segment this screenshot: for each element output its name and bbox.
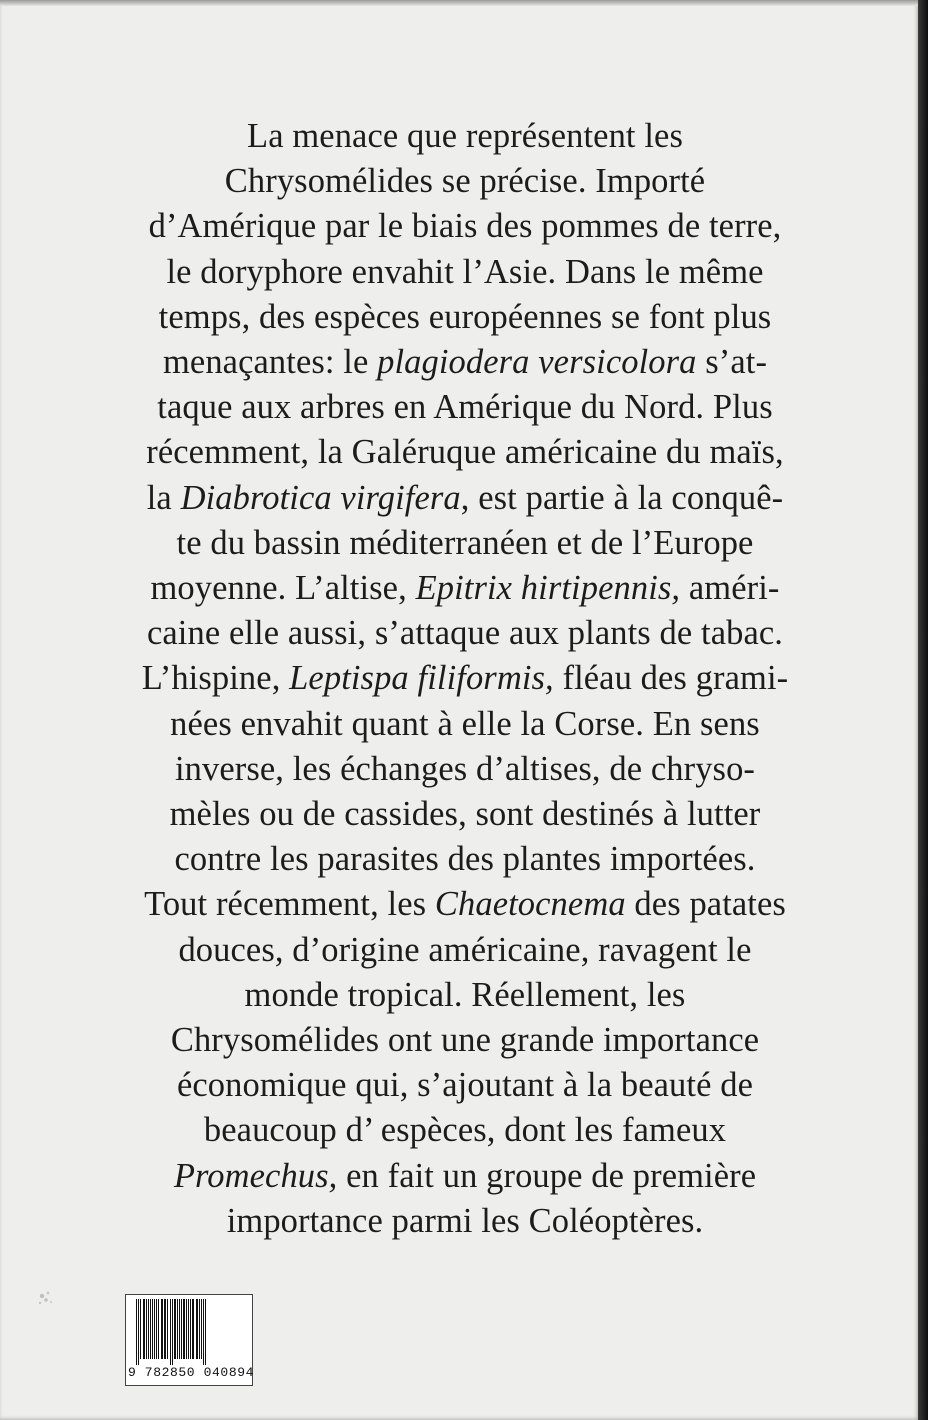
blurb-line — [60, 250, 870, 295]
blurb-text: taque aux arbres en Amérique du Nord. Plus — [157, 388, 773, 427]
isbn-number: 9 782850 040894 — [128, 1365, 255, 1380]
barcode-bar — [186, 1299, 187, 1359]
barcode-bar — [174, 1299, 176, 1359]
barcode-bar — [170, 1299, 171, 1365]
blurb-line — [60, 476, 870, 521]
barcode-bar — [201, 1299, 202, 1359]
species-name: Leptispa filiformis, — [289, 659, 554, 698]
blurb-text: améri- — [680, 569, 780, 608]
species-name: Diabrotica virgifera — [180, 478, 461, 517]
blurb-text: fléau des grami- — [553, 659, 789, 698]
blurb-line — [60, 928, 870, 973]
blurb-line — [60, 566, 870, 611]
blurb-line — [60, 882, 870, 927]
blurb-line — [60, 430, 870, 475]
barcode-bar — [177, 1299, 178, 1359]
blurb-text: d’Amérique par le biais des pommes de terre, — [148, 207, 782, 246]
blurb-text: récemment, la Galéruque américaine du maïs, — [146, 433, 784, 472]
barcode-bar — [179, 1299, 180, 1359]
barcode-bar — [138, 1299, 139, 1365]
blurb-line — [60, 159, 870, 204]
barcode-bar — [196, 1299, 198, 1359]
blurb-line — [60, 295, 870, 340]
barcode-bar — [181, 1299, 182, 1359]
blurb-text: nées envahit quant à elle la Corse. En sens — [170, 704, 760, 743]
barcode-bar — [150, 1299, 151, 1359]
barcode-bar — [192, 1299, 194, 1359]
species-name: plagiodera versicolora — [377, 343, 697, 382]
blurb-text: le doryphore envahit l’Asie. Dans le même — [166, 252, 764, 291]
blurb-line — [60, 1154, 870, 1199]
blurb-line — [60, 747, 870, 792]
blurb-line — [60, 521, 870, 566]
barcode-bar — [172, 1299, 173, 1365]
barcode-bar — [154, 1299, 155, 1359]
barcode-bar — [164, 1299, 166, 1359]
blurb-text: mèles ou de cassides, sont destinés à lutter — [169, 795, 761, 834]
blurb-line — [60, 1018, 870, 1063]
blurb-text: menaçantes: le — [162, 343, 378, 382]
blurb-line — [60, 1063, 870, 1108]
blurb-text: s’at- — [696, 343, 768, 382]
blurb-text: La menace que représentent les — [247, 117, 683, 155]
blurb-line — [60, 702, 870, 747]
blurb-line — [60, 656, 870, 701]
barcode-bar — [199, 1299, 200, 1359]
species-name: Epitrix hirtipennis, — [415, 569, 681, 608]
blurb-line — [60, 973, 870, 1018]
barcode-bar — [183, 1299, 185, 1359]
species-name: Promechus, — [173, 1156, 338, 1195]
blurb-text: Chrysomélides ont une grande importance — [170, 1021, 760, 1060]
barcode-bar — [205, 1299, 206, 1365]
barcode-bars — [132, 1299, 246, 1365]
blurb-text: beaucoup d’ espèces, dont les fameux — [203, 1111, 727, 1150]
blurb-line — [60, 792, 870, 837]
barcode-bar — [158, 1299, 159, 1359]
blurb-text: te du bassin méditerranéen et de l’Europe — [176, 523, 754, 562]
blurb-text: Tout récemment, les — [144, 885, 435, 924]
blurb-line — [60, 1108, 870, 1153]
blurb-text: douces, d’origine américaine, ravagent le — [178, 930, 752, 969]
barcode-bar — [136, 1299, 137, 1365]
blurb-text: économique qui, s’ajoutant à la beauté de — [176, 1066, 753, 1105]
blurb-text: importance parmi les Coléoptères. — [226, 1201, 704, 1240]
blurb-line — [60, 611, 870, 656]
barcode-bar — [203, 1299, 204, 1365]
blurb-line — [60, 114, 870, 159]
barcode-bar — [152, 1299, 153, 1359]
paper-stain — [34, 1286, 58, 1310]
blurb-text: en fait un groupe de première — [337, 1156, 757, 1195]
blurb-line — [60, 1199, 870, 1244]
blurb-text: inverse, les échanges d’altises, de chryso- — [174, 749, 756, 788]
barcode-bar — [190, 1299, 191, 1359]
blurb-line — [60, 385, 870, 430]
barcode-bar — [146, 1299, 147, 1359]
barcode-bar — [143, 1299, 145, 1359]
blurb-text: L’hispine, — [141, 659, 290, 698]
blurb-line — [60, 837, 870, 882]
blurb-text: la — [146, 478, 181, 517]
isbn-barcode — [125, 1294, 253, 1386]
blurb-text: temps, des espèces européennes se font plus — [158, 297, 772, 336]
barcode-bar — [161, 1299, 163, 1359]
back-cover-blurb — [60, 114, 870, 1244]
cover-right-edge — [918, 0, 928, 1420]
barcode-bar — [156, 1299, 157, 1359]
barcode-bar — [140, 1299, 141, 1359]
cover-top-edge — [0, 0, 918, 6]
blurb-line — [60, 340, 870, 385]
blurb-text: , est partie à la conquê- — [460, 478, 784, 517]
blurb-text: contre les parasites des plantes importées. — [174, 840, 756, 879]
blurb-text: moyenne. L’altise, — [150, 569, 416, 608]
blurb-text: des patates — [625, 885, 786, 924]
species-name: Chaetocnema — [434, 885, 626, 924]
blurb-line — [60, 204, 870, 249]
blurb-text: Chrysomélides se précise. Importé — [224, 162, 706, 201]
blurb-text: caine elle aussi, s’attaque aux plants de tabac. — [146, 614, 784, 653]
barcode-bar — [167, 1299, 168, 1359]
barcode-bar — [148, 1299, 149, 1359]
barcode-bar — [188, 1299, 189, 1359]
blurb-text: monde tropical. Réellement, les — [244, 975, 686, 1014]
